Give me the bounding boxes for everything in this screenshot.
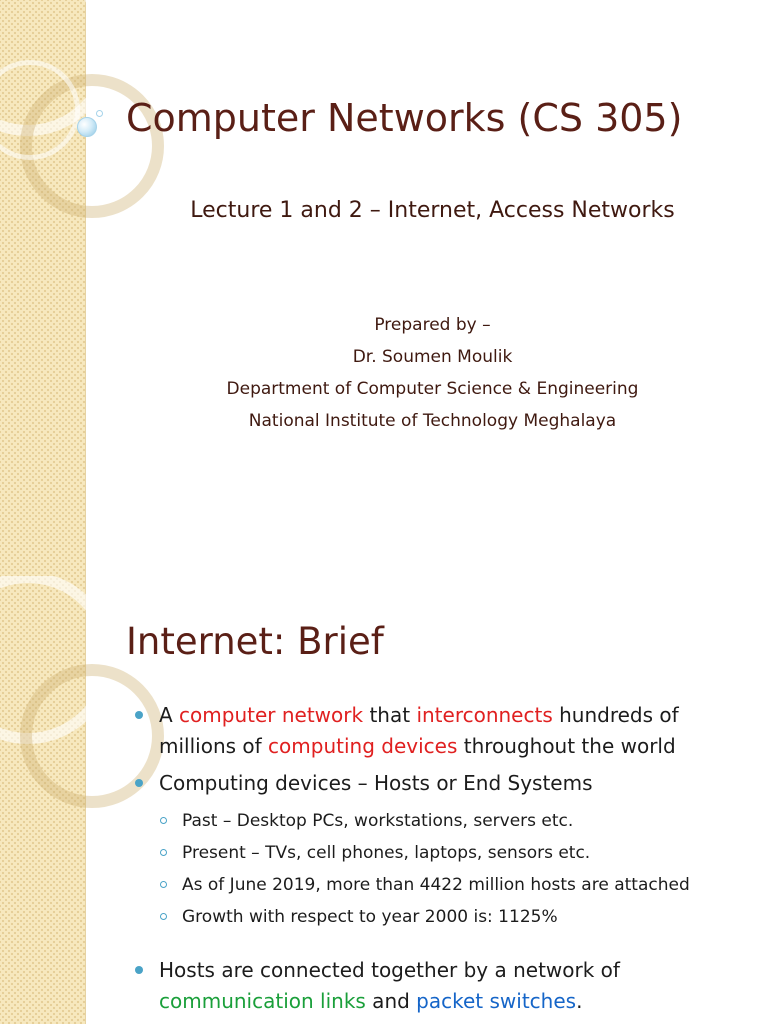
sub-bullet-text: Present – TVs, cell phones, laptops, sensors etc. [182, 843, 591, 863]
sub-bullet-text: Past – Desktop PCs, workstations, servers etc. [182, 811, 574, 831]
sub-bullet-item [132, 901, 752, 933]
bullet-icon [135, 966, 143, 974]
bullet-text: A [159, 703, 180, 727]
highlight-term: packet switches [416, 989, 577, 1013]
highlight-term: interconnects [416, 703, 553, 727]
bullet-text: Computing devices – Hosts or End Systems [159, 771, 593, 795]
sub-bullet-item [132, 837, 752, 869]
bullet-icon [135, 779, 143, 787]
bullet-text: . [576, 989, 583, 1013]
bullet-item [132, 955, 752, 1017]
credits [100, 309, 765, 437]
sub-bullet-icon [160, 881, 167, 888]
bullet-icon [135, 711, 143, 719]
bubble-icon [96, 110, 103, 117]
lecture-subtitle: Lecture 1 and 2 – Internet, Access Networks [190, 198, 675, 223]
bullet-text: throughout the world [457, 734, 676, 758]
bubble-icon [77, 117, 97, 137]
highlight-term: communication links [159, 989, 366, 1013]
bullet-list [132, 700, 752, 1023]
presentation-title: Computer Networks (CS 305) [126, 96, 683, 140]
bullet-text: Hosts are connected together by a network of [159, 958, 620, 982]
highlight-term: computing devices [268, 734, 458, 758]
author-name: Dr. Soumen Moulik [352, 347, 513, 367]
prepared-by-label: Prepared by – [374, 315, 491, 335]
sub-bullet-item [132, 805, 752, 837]
sub-bullet-icon [160, 849, 167, 856]
spacer [132, 933, 752, 955]
bullet-item [132, 768, 752, 799]
department-name: Department of Computer Science & Engineering [226, 379, 639, 399]
institute-name: National Institute of Technology Meghalaya [248, 411, 617, 431]
bullet-text: hundreds of millions of [159, 703, 679, 758]
bullet-text: and [365, 989, 417, 1013]
sub-bullet-item [132, 869, 752, 901]
bullet-item [132, 700, 752, 762]
highlight-term: computer network [179, 703, 364, 727]
sub-bullet-icon [160, 913, 167, 920]
sub-bullet-text: As of June 2019, more than 4422 million hosts are attached [182, 875, 690, 895]
sub-bullet-text: Growth with respect to year 2000 is: 1125% [182, 907, 558, 927]
sub-bullet-icon [160, 817, 167, 824]
slide-title-heading: Internet: Brief [126, 620, 384, 663]
bullet-text: that [363, 703, 417, 727]
